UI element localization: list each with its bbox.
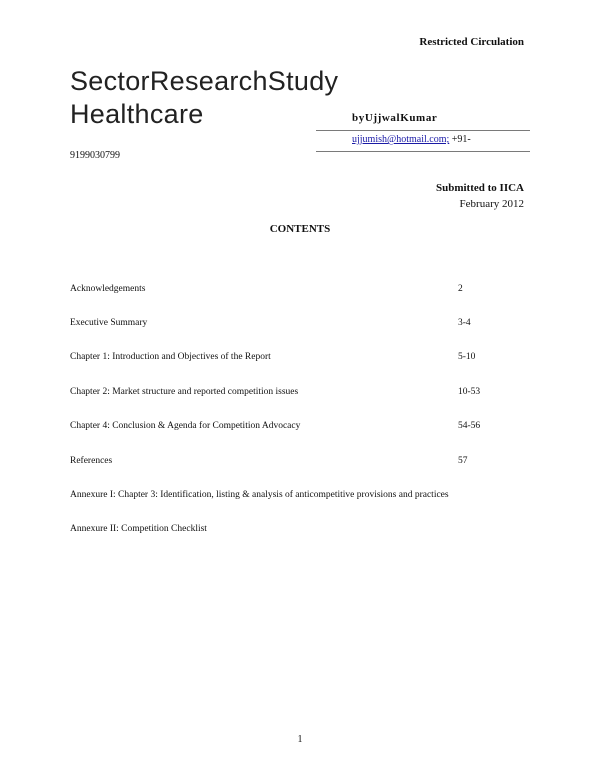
author-byline: byUjjwalKumar [352,112,438,124]
toc-entry-pages: 5-10 [458,352,476,362]
toc-entry-title: Chapter 2: Market structure and reported competition issues [70,387,299,397]
submission-date: February 2012 [459,198,524,210]
toc-entry-pages: 3-4 [458,318,471,328]
toc-entry-title: Chapter 4: Conclusion & Agenda for Competition Advocacy [70,421,301,431]
toc-entry-title: Annexure II: Competition Checklist [70,524,207,534]
author-email-link[interactable]: ujjumish@hotmail.com; [352,134,450,145]
submitted-to: Submitted to IICA [435,182,524,194]
toc-entry-pages: 10-53 [458,387,481,397]
toc-entry-pages: 57 [458,456,468,466]
toc-entry-title: Acknowledgements [70,284,146,294]
restricted-circulation-label: Restricted Circulation [419,36,524,48]
toc-entry-pages: 54-56 [458,421,481,431]
document-title-line-1: SectorResearchStudy [70,66,339,96]
toc-entry-title: References [70,456,113,466]
author-phone-start: +91- [451,134,471,145]
toc-entry-title: Executive Summary [70,318,148,328]
toc-entry-title: Chapter 1: Introduction and Objectives of the Report [70,352,271,362]
author-phone-end: 9199030799 [70,150,120,161]
author-contact [352,134,471,145]
author-divider-top [316,130,530,131]
contents-heading: CONTENTS [269,223,331,235]
author-divider-bottom [316,151,530,152]
document-title-line-2: Healthcare [70,99,204,129]
toc-entry-title: Annexure I: Chapter 3: Identification, listing & analysis of anticompetitive provisions and practices [70,490,449,500]
page-number: 1 [297,734,303,745]
toc-entry-pages: 2 [458,284,463,294]
